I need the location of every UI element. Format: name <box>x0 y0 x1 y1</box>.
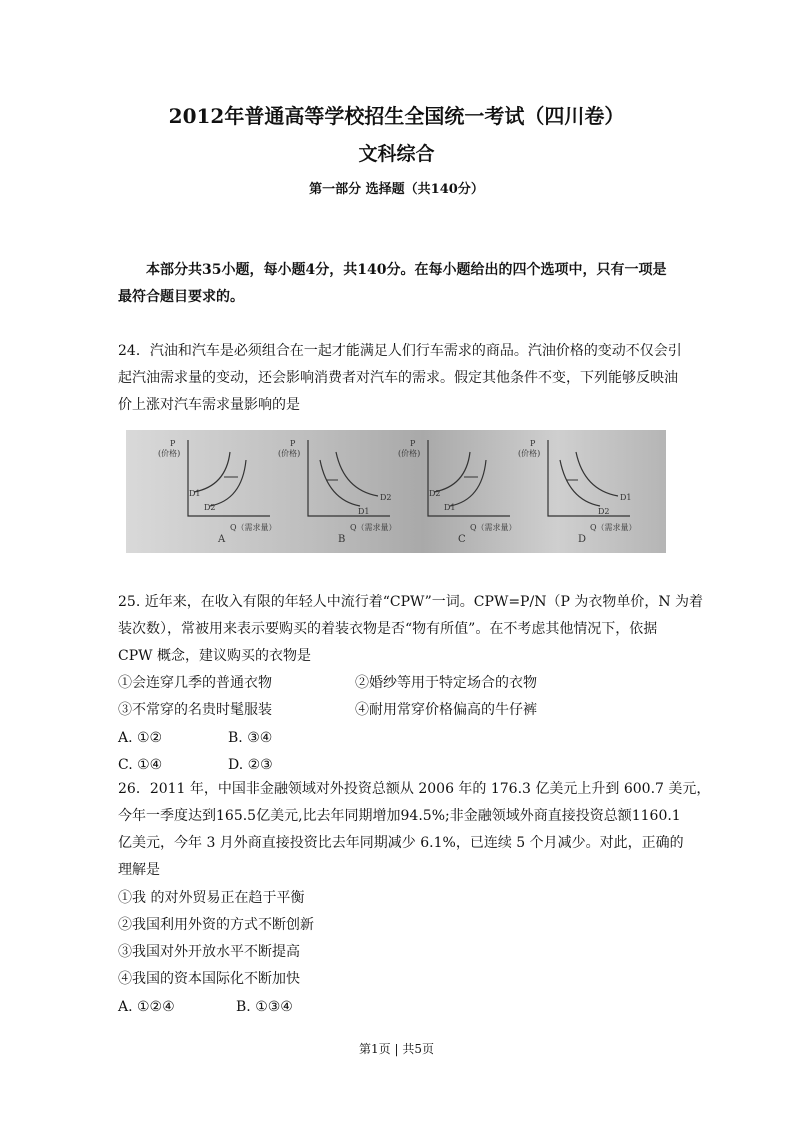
x-axis-label: Q（需求量） <box>230 523 277 532</box>
q24-line: 24．汽油和汽车是必须组合在一起才能满足人们行车需求的商品。汽油价格的变动不仅会引 <box>118 343 682 359</box>
q25-option-d: D. ②③ <box>228 757 273 773</box>
curve-label: D1 <box>620 493 632 502</box>
panel-label: C <box>458 534 466 545</box>
y-axis-sublabel: (价格) <box>398 449 421 458</box>
q24-line: 起汽油需求量的变动，还会影响消费者对汽车的需求。假定其他条件不变，下列能够反映油 <box>118 370 678 386</box>
y-axis-label: P <box>530 439 536 448</box>
y-axis-sublabel: (价格) <box>518 449 541 458</box>
curve-label: D2 <box>204 503 216 512</box>
q24-line: 价上涨对汽车需求量影响的是 <box>118 397 300 413</box>
q25-item: ④耐用常穿价格偏高的牛仔裤 <box>355 702 537 718</box>
q26-option-a: A. ①②④ <box>118 999 175 1015</box>
q26-item: ③我国对外开放水平不断提高 <box>118 944 300 960</box>
q26-item: ④我国的资本国际化不断加快 <box>118 971 300 987</box>
y-axis-label: P <box>170 439 176 448</box>
exam-title: 2012年普通高等学校招生全国统一考试（四川卷） <box>168 104 625 128</box>
panel-label: B <box>338 534 346 545</box>
q25-line: 25. 近年来，在收入有限的年轻人中流行着“CPW”一词。CPW=P/N（P 为衣物单价，N 为着 <box>118 594 704 610</box>
y-axis-label: P <box>410 439 416 448</box>
q26-item: ②我国利用外资的方式不断创新 <box>118 917 314 933</box>
page-footer: 第1页 | 共5页 <box>359 1042 434 1056</box>
curve-label: D2 <box>380 493 392 502</box>
exam-subject: 文科综合 <box>358 143 435 165</box>
y-axis-label: P <box>290 439 296 448</box>
q26-line: 理解是 <box>118 862 160 878</box>
y-axis-sublabel: (价格) <box>278 449 301 458</box>
curve-label: D2 <box>429 489 441 498</box>
x-axis-label: Q（需求量） <box>470 523 517 532</box>
intro-line: 本部分共35小题，每小题4分，共140分。在每小题给出的四个选项中，只有一项是 <box>146 262 667 278</box>
q26-item: ①我 的对外贸易正在趋于平衡 <box>118 890 305 906</box>
q26-line: 亿美元，今年 3 月外商直接投资比去年同期减少 6.1%，已连续 5 个月减少。对此，正确的 <box>118 835 684 851</box>
intro-line: 最符合题目要求的。 <box>118 289 244 305</box>
q25-line: 装次数），常被用来表示要购买的着装衣物是否“物有所值”。在不考虑其他情况下，依据 <box>118 621 658 637</box>
curve-label: D1 <box>444 503 456 512</box>
q25-item: ③不常穿的名贵时髦服装 <box>118 702 272 718</box>
curve-label: D1 <box>358 507 370 516</box>
q25-item: ①会连穿几季的普通衣物 <box>118 675 272 691</box>
q26-option-b: B. ①③④ <box>236 999 293 1015</box>
q26-line: 26．2011 年，中国非金融领域对外投资总额从 2006 年的 176.3 亿美元上升到 600.7 美元， <box>118 781 711 797</box>
q26-line: 今年一季度达到165.5亿美元,比去年同期增加94.5%;非金融领域外商直接投资总额1160.1 <box>118 808 681 824</box>
q25-option-c: C. ①④ <box>118 757 163 773</box>
curve-label: D2 <box>598 507 610 516</box>
panel-label: D <box>578 534 587 545</box>
curve-label: D1 <box>189 489 201 498</box>
q25-line: CPW 概念，建议购买的衣物是 <box>118 648 311 664</box>
q25-item: ②婚纱等用于特定场合的衣物 <box>355 675 537 691</box>
x-axis-label: Q（需求量） <box>350 523 397 532</box>
x-axis-label: Q（需求量） <box>590 523 637 532</box>
q24-demand-curve-figure <box>126 430 666 553</box>
y-axis-sublabel: (价格) <box>158 449 181 458</box>
section-heading: 第一部分 选择题（共140分） <box>309 182 484 197</box>
q25-option-b: B. ③④ <box>228 730 273 746</box>
panel-label: A <box>218 534 226 545</box>
q25-option-a: A. ①② <box>118 730 163 746</box>
